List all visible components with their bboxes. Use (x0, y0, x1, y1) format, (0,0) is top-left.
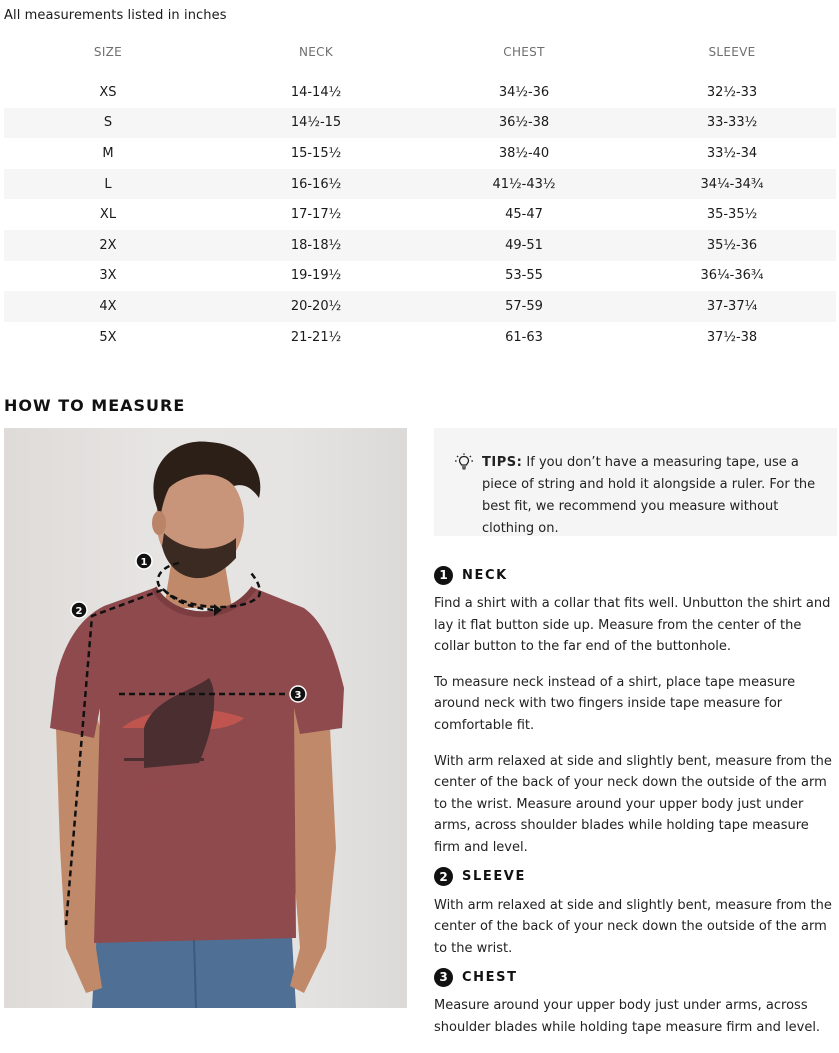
tips-box (434, 428, 837, 536)
table-row (4, 230, 836, 261)
tips-text (454, 452, 817, 540)
cell-neck: 15-15½ (290, 145, 342, 161)
table-row (4, 291, 836, 322)
cell-neck: 14½-15 (212, 108, 420, 139)
chest-paragraph: Measure around your upper body just under arms, across shoulder blades while holding tape measure firm and level. (434, 998, 821, 1035)
cell-size: L (4, 169, 212, 200)
lightbulb-icon (454, 453, 474, 471)
cell-size: XS (99, 84, 117, 100)
cell-neck: 18-18½ (212, 230, 420, 261)
neck-title: NECK (462, 567, 508, 583)
svg-text:1: 1 (140, 557, 148, 568)
table-row (4, 77, 836, 108)
cell-sleeve: 33-33½ (628, 108, 836, 139)
cell-neck: 19-19½ (290, 268, 342, 284)
sleeve-paragraph: With arm relaxed at side and slightly bent, measure from the center of the back of your neck down the outside of the arm to the wrist. (434, 897, 832, 956)
sleeve-section (434, 867, 836, 960)
number-3-icon: 3 (434, 968, 453, 987)
cell-chest: 61-63 (505, 329, 543, 345)
cell-sleeve: 35-35½ (706, 207, 758, 223)
number-2-icon: 2 (434, 867, 453, 886)
neck-paragraph-3: With arm relaxed at side and slightly bent, measure from the center of the back of your neck down the outside of the arm to the wrist. Measure around your upper body just under arms, across shoulder blades while holding tape measure firm and level. (434, 753, 832, 855)
neck-section (434, 565, 836, 859)
neck-heading (434, 565, 836, 585)
cell-neck: 14-14½ (290, 84, 342, 100)
table-row (4, 138, 836, 169)
cell-size: 2X (4, 230, 212, 261)
table-row (4, 261, 836, 292)
cell-sleeve: 34¼-34¾ (628, 169, 836, 200)
table-header-row (4, 37, 836, 67)
chest-section (434, 967, 836, 1038)
sleeve-heading (434, 867, 836, 887)
cell-neck: 17-17½ (290, 207, 342, 223)
cell-chest: 45-47 (505, 207, 543, 223)
tips-body: If you don’t have a measuring tape, use a piece of string and hold it alongside a ruler. For the best fit, we recommend you measure without clothing on. (482, 455, 816, 536)
sleeve-title: SLEEVE (462, 869, 526, 885)
cell-size: M (102, 145, 114, 161)
cell-chest: 34½-36 (498, 84, 550, 100)
header-chest: CHEST (503, 45, 545, 59)
cell-neck: 16-16½ (212, 169, 420, 200)
cell-neck: 21-21½ (290, 329, 342, 345)
cell-chest: 38½-40 (498, 145, 550, 161)
number-1-icon: 1 (434, 566, 453, 585)
cell-sleeve: 36¼-36¾ (700, 268, 764, 284)
marker-3 (290, 686, 306, 702)
table-row (4, 108, 836, 139)
cell-sleeve: 35½-36 (628, 230, 836, 261)
svg-text:3: 3 (294, 690, 302, 701)
how-to-measure-heading: HOW TO MEASURE (4, 396, 186, 415)
cell-chest: 36½-38 (420, 108, 628, 139)
table-row (4, 199, 836, 230)
model-illustration (4, 428, 407, 1008)
measure-guide (434, 565, 836, 1053)
table-row (4, 169, 836, 200)
cell-size: 5X (99, 329, 117, 345)
header-size: SIZE (93, 45, 123, 59)
table-row (4, 322, 836, 353)
marker-1 (136, 553, 152, 569)
header-sleeve: SLEEVE (708, 45, 756, 59)
cell-chest: 49-51 (420, 230, 628, 261)
table-body (4, 67, 836, 352)
ear (152, 511, 166, 535)
cell-size: 4X (4, 291, 212, 322)
tips-label: TIPS: (482, 455, 523, 470)
cell-neck: 20-20½ (212, 291, 420, 322)
cell-size: S (4, 108, 212, 139)
header-neck: NECK (298, 45, 333, 59)
cell-chest: 41½-43½ (420, 169, 628, 200)
cell-chest: 53-55 (505, 268, 543, 284)
cell-sleeve: 37-37¼ (628, 291, 836, 322)
svg-text:· · · · · · · · ·: · · · · · · · · · (144, 783, 181, 790)
neck-paragraph-2: To measure neck instead of a shirt, place tape measure around neck with two fingers inside tape measure for comfortable fit. (434, 674, 796, 733)
table-spacer (4, 67, 836, 77)
neck-paragraph-1: Find a shirt with a collar that fits well. Unbutton the shirt and lay it flat button side up. Measure from the center of the collar button to the far end of the buttonhole. (434, 596, 831, 655)
chest-title: CHEST (462, 969, 518, 985)
marker-2 (71, 602, 87, 618)
svg-text:2: 2 (75, 606, 83, 617)
chest-heading (434, 967, 836, 987)
model-photo (4, 428, 407, 1008)
measurement-note: All measurements listed in inches (4, 8, 227, 23)
cell-size: 3X (99, 268, 117, 284)
cell-sleeve: 32½-33 (706, 84, 758, 100)
cell-chest: 57-59 (420, 291, 628, 322)
size-chart-table (4, 37, 836, 352)
cell-sleeve: 33½-34 (706, 145, 758, 161)
cell-size: XL (99, 207, 117, 223)
cell-sleeve: 37½-38 (706, 329, 758, 345)
